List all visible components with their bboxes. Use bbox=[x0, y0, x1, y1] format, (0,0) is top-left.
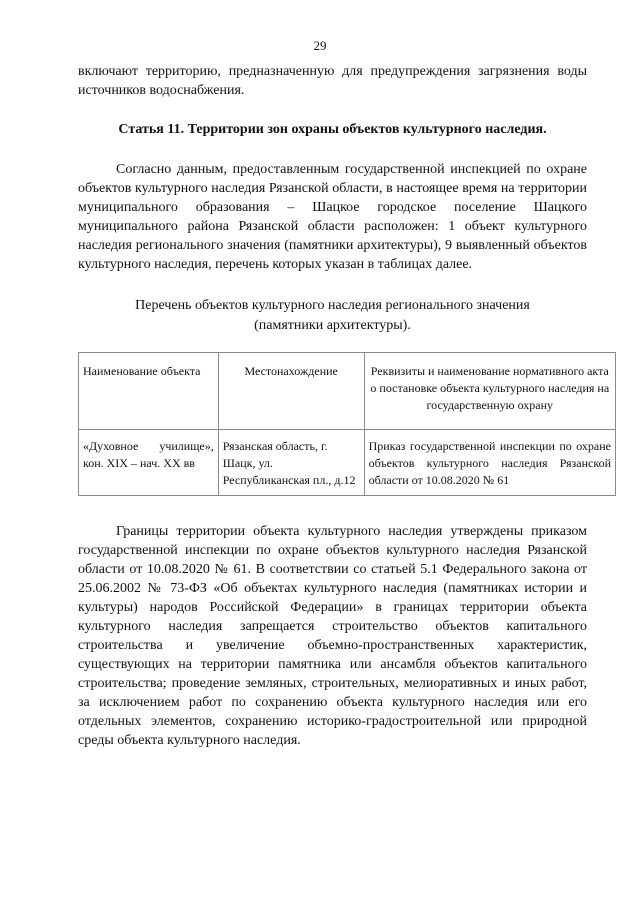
heritage-objects-table bbox=[78, 352, 616, 496]
header-object-name: Наименование объекта bbox=[79, 353, 219, 430]
cell-object-name: «Духовное училище», кон. XIX – нач. XX вв bbox=[79, 430, 219, 496]
paragraph-boundaries: Границы территории объекта культурного наследия утверждены приказом государственной инспекции по охране объектов культурного наследия Рязанской области от 10.08.2020 № 61. В соответствии со статьей 5.1 Федерального закона от 25.06.2002 № 73-ФЗ «Об объектах культурного наследия (памятниках истории и культуры) народов Российской Федерации» в границах территории объекта культурного наследия запрещается строительство объектов капитального строительства и увеличение объемно-пространственных характеристик, существующих на территории памятника или ансамбля объектов капитального строительства; проведение земляных, строительных, мелиоративных и иных работ, за исключением работ по сохранению объекта культурного наследия или его отдельных элементов, сохранению историко-градостроительной или природной среды объекта культурного наследия. bbox=[78, 524, 587, 748]
table-caption-line-2: (памятники архитектуры). bbox=[254, 318, 411, 333]
cell-location: Рязанская область, г. Шацк, ул. Республиканская пл., д.12 bbox=[218, 430, 364, 496]
table-header-row bbox=[79, 353, 616, 430]
paragraph-continuation: включают территорию, предназначенную для предупреждения загрязнения воды источников водоснабжения. bbox=[78, 64, 587, 98]
table-caption bbox=[78, 296, 587, 336]
table-row bbox=[79, 430, 616, 496]
paragraph-intro: Согласно данным, предоставленным государственной инспекцией по охране объектов культурного наследия Рязанской области, в настоящее время на территории муниципального образования – Шацкое городское поселение Шацкого муниципального района Рязанской области расположен: 1 объект культурного наследия регионального значения (памятники архитектуры), 9 выявленный объектов культурного наследия, перечень которых указан в таблицах далее. bbox=[78, 162, 587, 272]
article-heading: Статья 11. Территории зон охраны объектов культурного наследия. bbox=[118, 122, 547, 137]
cell-act: Приказ государственной инспекции по охране объектов культурного наследия Рязанской области от 10.08.2020 № 61 bbox=[364, 430, 615, 496]
table-caption-line-1: Перечень объектов культурного наследия регионального значения bbox=[135, 298, 530, 313]
header-act-details: Реквизиты и наименование нормативного акта о постановке объекта культурного наследия на государственную охрану bbox=[364, 353, 615, 430]
page-number: 29 bbox=[313, 38, 327, 53]
header-location: Местонахождение bbox=[218, 353, 364, 430]
